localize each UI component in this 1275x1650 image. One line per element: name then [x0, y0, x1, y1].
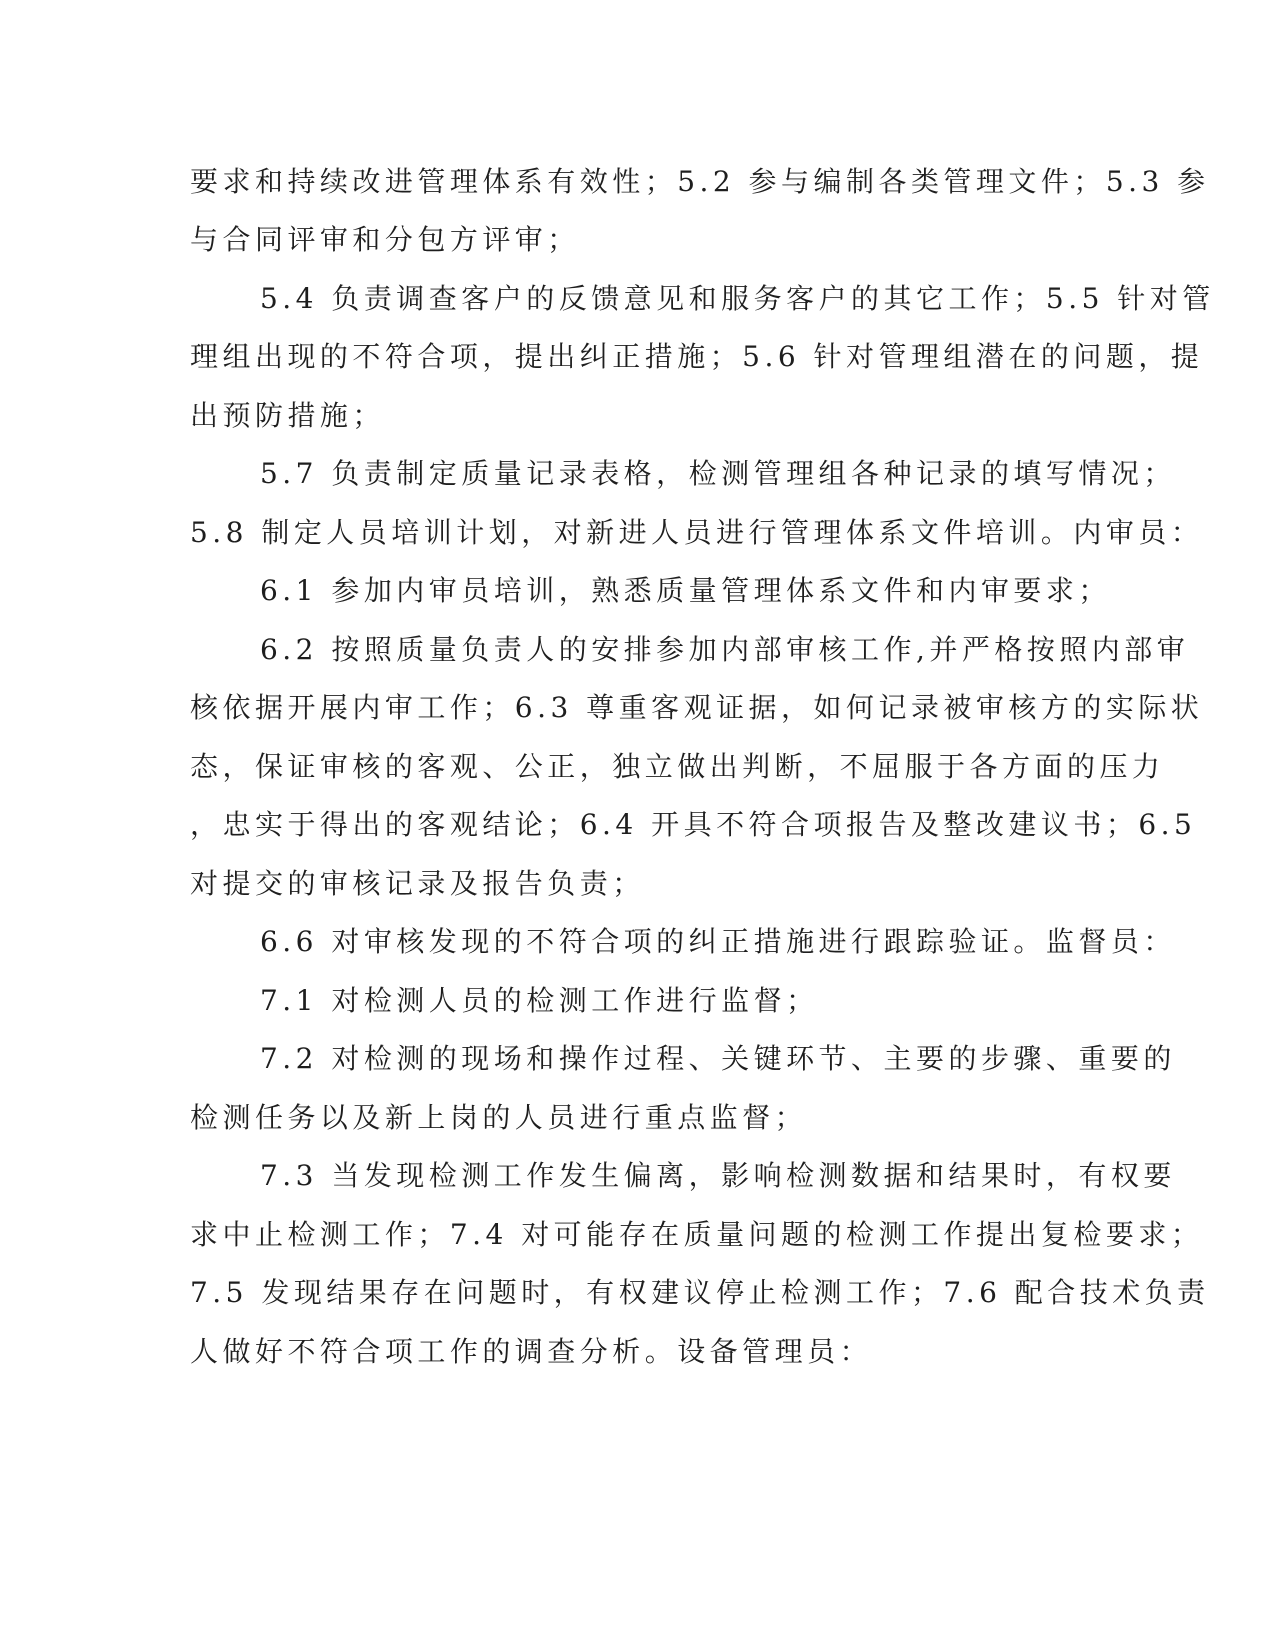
text-line: 态，保证审核的客观、公正，独立做出判断，不屈服于各方面的压力	[190, 750, 1165, 783]
text-line: 核依据开展内审工作；6.3 尊重客观证据，如何记录被审核方的实际状	[190, 691, 1204, 724]
text-line: 检测任务以及新上岗的人员进行重点监督；	[190, 1101, 808, 1134]
text-line: 6.2 按照质量负责人的安排参加内部审核工作,并严格按照内部审	[260, 633, 1190, 666]
text-line: 6.1 参加内审员培训，熟悉质量管理体系文件和内审要求；	[260, 574, 1111, 607]
text-line: 理组出现的不符合项，提出纠正措施；5.6 针对管理组潜在的问题，提	[190, 340, 1204, 373]
text-line: ，忠实于得出的客观结论；6.4 开具不符合项报告及整改建议书；6.5	[190, 808, 1197, 841]
text-line: 6.6 对审核发现的不符合项的纠正措施进行跟踪验证。监督员：	[260, 925, 1176, 958]
text-line: 5.4 负责调查客户的反馈意见和服务客户的其它工作；5.5 针对管	[260, 282, 1215, 315]
text-line: 7.1 对检测人员的检测工作进行监督；	[260, 984, 819, 1017]
text-line: 求中止检测工作；7.4 对可能存在质量问题的检测工作提出复检要求；	[190, 1218, 1204, 1251]
text-line: 5.7 负责制定质量记录表格，检测管理组各种记录的填写情况；	[260, 457, 1176, 490]
text-line: 7.5 发现结果存在问题时，有权建议停止检测工作；7.6 配合技术负责	[190, 1276, 1210, 1309]
text-line: 7.2 对检测的现场和操作过程、关键环节、主要的步骤、重要的	[260, 1042, 1176, 1075]
text-line: 与合同评审和分包方评审；	[190, 223, 580, 256]
text-line: 人做好不符合项工作的调查分析。设备管理员：	[190, 1335, 873, 1368]
text-line: 7.3 当发现检测工作发生偏离，影响检测数据和结果时，有权要	[260, 1159, 1176, 1192]
text-line: 出预防措施；	[190, 399, 385, 432]
text-line: 要求和持续改进管理体系有效性；5.2 参与编制各类管理文件；5.3 参	[190, 165, 1210, 198]
text-line: 5.8 制定人员培训计划，对新进人员进行管理体系文件培训。内审员：	[190, 516, 1204, 549]
text-line: 对提交的审核记录及报告负责；	[190, 867, 645, 900]
